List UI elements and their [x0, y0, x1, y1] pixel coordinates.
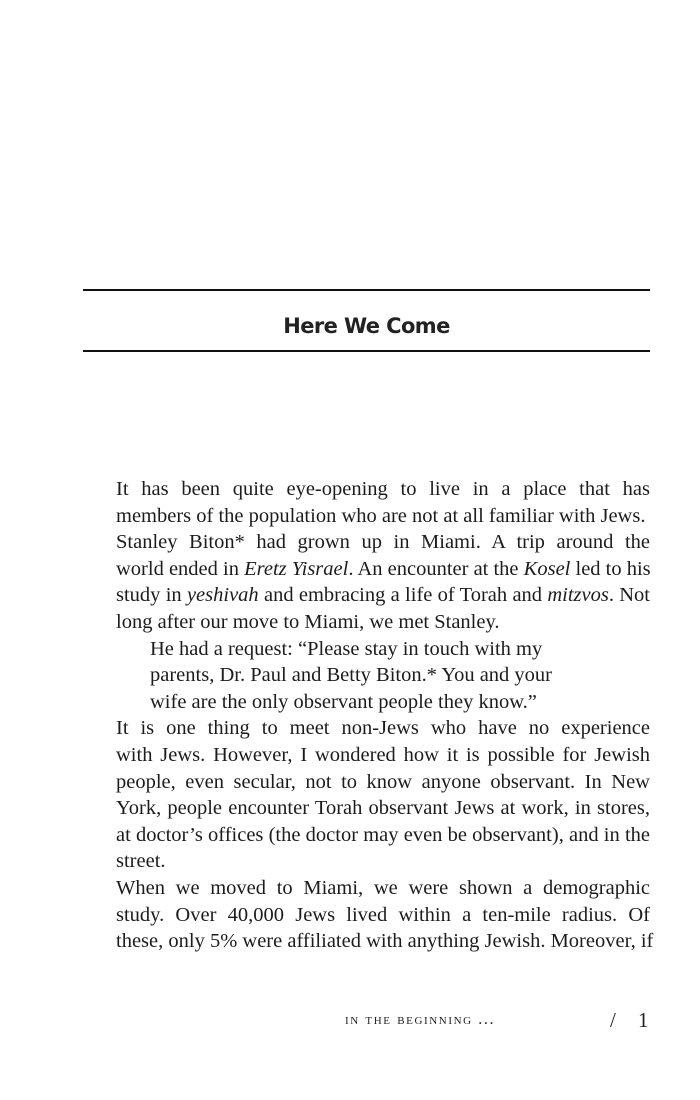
block-quote	[150, 636, 600, 716]
text-run: study in	[116, 584, 187, 607]
paragraph-2	[83, 529, 650, 635]
running-head: in the beginning ...	[345, 1011, 496, 1028]
text-run: world ended in	[116, 557, 245, 580]
page-number: 1	[638, 1008, 649, 1032]
chapter-title-top-rule	[83, 289, 650, 291]
text-line: members of the population who are not at all familiar with Jews.	[116, 504, 646, 527]
text-run: . An encounter at the	[348, 557, 524, 580]
paragraph-4	[83, 875, 654, 955]
text-line	[83, 582, 650, 609]
footer-separator: /	[610, 1008, 616, 1032]
paragraph-1	[83, 476, 650, 529]
text-line: When we moved to Miami, we were shown a demographic	[116, 876, 650, 899]
text-line: street.	[116, 850, 166, 873]
text-run: and embracing a life of Torah and	[258, 584, 548, 607]
text-line: It is one thing to meet non-Jews who have no experience	[116, 717, 650, 740]
page-footer	[330, 1008, 650, 1038]
quote-line: wife are the only observant people they know.”	[150, 690, 537, 713]
quote-line: He had a request: “Please stay in touch with my	[150, 637, 543, 660]
italic-term: Kosel	[523, 557, 571, 580]
body-text	[83, 476, 654, 955]
italic-term: Eretz Yisrael	[244, 557, 349, 580]
italic-term: mitzvos	[547, 584, 609, 607]
quote-line: parents, Dr. Paul and Betty Biton.* You and your	[150, 664, 553, 687]
text-line: It has been quite eye-opening to live in a place that has	[116, 478, 650, 500]
text-run: led to his	[570, 557, 651, 580]
text-line: people, even secular, not to know anyone observant. In New	[116, 770, 650, 793]
text-line	[83, 556, 650, 583]
text-line: at doctor’s offices (the doctor may even be observant), and in the	[116, 823, 650, 846]
text-line: York, people encounter Torah observant Jews at work, in stores,	[116, 797, 650, 820]
text-line: these, only 5% were affiliated with anything Jewish. Moreover, if	[116, 930, 654, 953]
chapter-title: Here We Come	[283, 314, 450, 338]
text-line: study. Over 40,000 Jews lived within a ten-mile radius. Of	[116, 903, 650, 926]
text-line: long after our move to Miami, we met Stanley.	[116, 610, 500, 633]
text-line: with Jews. However, I wondered how it is possible for Jewish	[116, 743, 650, 766]
paragraph-3	[83, 715, 650, 875]
text-line: Stanley Biton* had grown up in Miami. A trip around the	[116, 531, 650, 554]
chapter-title-bottom-rule	[83, 350, 650, 352]
italic-term: yeshivah	[186, 584, 259, 607]
text-run: . Not	[608, 584, 651, 607]
